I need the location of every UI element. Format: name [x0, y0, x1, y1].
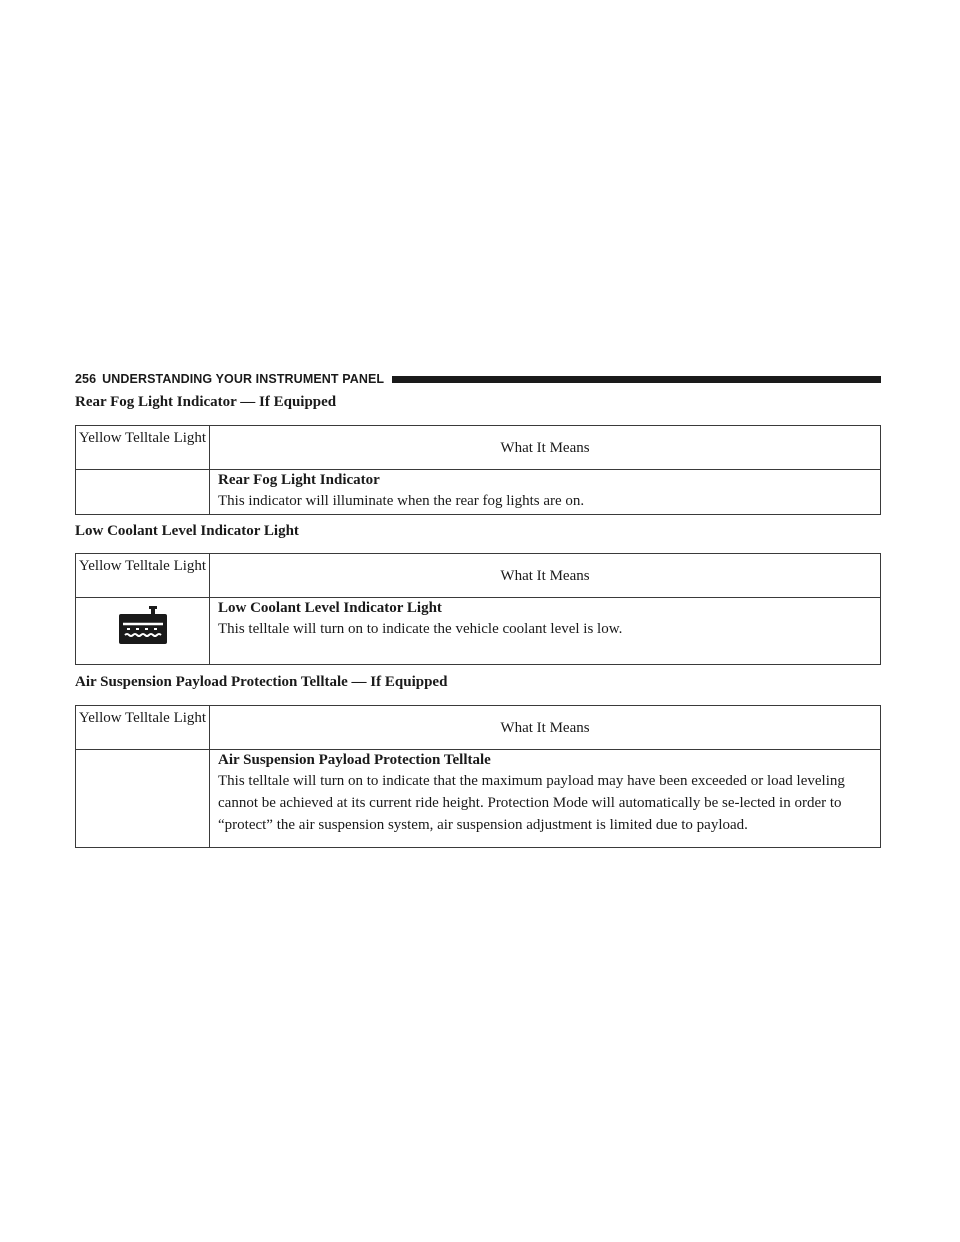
telltale-table-low-coolant: [75, 553, 881, 665]
column-header-what-it-means: What It Means: [210, 426, 881, 470]
row-description: This telltale will turn on to indicate that the maximum payload may have been exceeded or load leveling cannot be achieved at its current ride height. Protection Mode will automatically be se-lected in order to “protect” the air suspension system, air suspension adjustment is limited due to payload.: [218, 773, 845, 833]
table-header-row: [76, 554, 881, 598]
row-title: Air Suspension Payload Protection Telltale: [218, 752, 491, 768]
telltale-table-air-suspension: [75, 705, 881, 848]
header-rule: [392, 376, 881, 383]
column-header-telltale: Yellow Telltale Light: [76, 426, 210, 470]
row-description: This telltale will turn on to indicate the vehicle coolant level is low.: [218, 621, 623, 637]
row-description: This indicator will illuminate when the rear fog lights are on.: [218, 493, 585, 509]
column-header-telltale: Yellow Telltale Light: [76, 706, 210, 750]
telltale-icon-cell: [76, 598, 210, 665]
section-title-low-coolant: Low Coolant Level Indicator Light: [75, 523, 299, 539]
page-number: 256: [75, 372, 97, 386]
table-header-row: [76, 426, 881, 470]
telltale-table-rear-fog: [75, 425, 881, 515]
telltale-icon-cell: [76, 750, 210, 848]
table-row: [76, 470, 881, 515]
table-row: [76, 750, 881, 848]
telltale-icon-cell: [76, 470, 210, 515]
chapter-title: UNDERSTANDING YOUR INSTRUMENT PANEL: [102, 372, 385, 386]
meaning-cell: [210, 750, 881, 848]
section-title-rear-fog: Rear Fog Light Indicator — If Equipped: [75, 394, 337, 410]
row-title: Rear Fog Light Indicator: [218, 472, 380, 488]
coolant-level-icon: [117, 604, 169, 653]
table-header-row: [76, 706, 881, 750]
meaning-cell: [210, 470, 881, 515]
column-header-what-it-means: What It Means: [210, 706, 881, 750]
table-row: [76, 598, 881, 665]
row-title: Low Coolant Level Indicator Light: [218, 600, 442, 616]
meaning-cell: [210, 598, 881, 665]
column-header-telltale: Yellow Telltale Light: [76, 554, 210, 598]
section-title-air-suspension: Air Suspension Payload Protection Telltale — If Equipped: [75, 674, 448, 690]
page-header: [75, 372, 881, 386]
column-header-what-it-means: What It Means: [210, 554, 881, 598]
